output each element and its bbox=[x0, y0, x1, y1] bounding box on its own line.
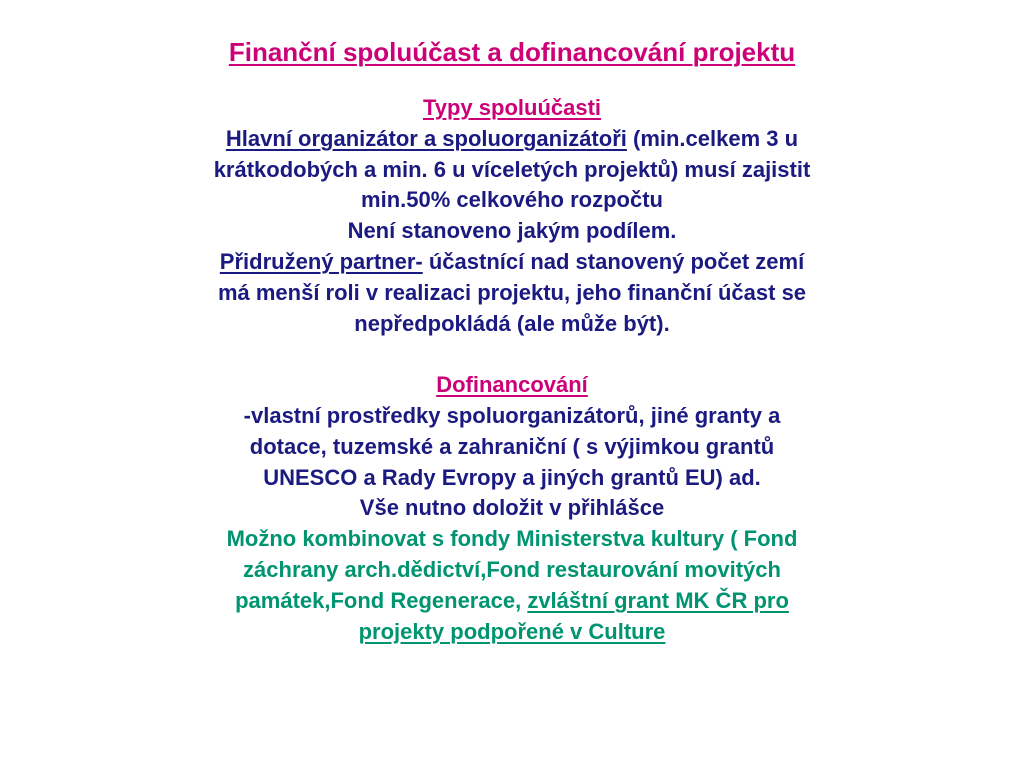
partner-text-2: má menší roli v realizaci projektu, jeho finanční účast se bbox=[217, 279, 807, 305]
partner-text-3: nepředpokládá (ale může být). bbox=[354, 310, 670, 336]
partner-line bbox=[120, 247, 904, 278]
main-organizer-text-1: (min.celkem 3 u bbox=[626, 125, 799, 151]
slide-body bbox=[120, 93, 904, 647]
partner-text-1: účastnící nad stanovený počet zemí bbox=[422, 248, 805, 274]
slide-title bbox=[0, 34, 1024, 70]
section-spacer bbox=[120, 339, 904, 370]
cofunding-line-3: UNESCO a Rady Evropy a jiných grantů EU) ad. bbox=[263, 464, 761, 490]
slide-title-text: Finanční spoluúčast a dofinancování projektu bbox=[228, 37, 796, 67]
combination-line-3 bbox=[120, 586, 904, 617]
main-organizer-text-2: krátkodobých a min. 6 u víceletých projektů) musí zajistit bbox=[213, 156, 811, 182]
partner-link[interactable]: Přidružený partner- bbox=[219, 248, 423, 274]
special-grant-link-part-2[interactable]: projekty podpořené v Culture bbox=[358, 618, 666, 644]
main-organizer-link[interactable]: Hlavní organizátor a spoluorganizátoři bbox=[225, 125, 627, 151]
section-heading-spoluucast: Typy spoluúčasti bbox=[422, 95, 602, 120]
combination-text-3: památek,Fond Regenerace, bbox=[235, 587, 528, 613]
main-organizer-line bbox=[120, 124, 904, 155]
cofunding-line-4: Vše nutno doložit v přihlášce bbox=[359, 495, 665, 521]
special-grant-link-part-1[interactable]: zvláštní grant MK ČR pro bbox=[527, 587, 789, 613]
section-heading-dofinancovani: Dofinancování bbox=[436, 372, 588, 398]
combination-line-2: záchrany arch.dědictví,Fond restaurování movitých bbox=[243, 556, 781, 582]
cofunding-line-2: dotace, tuzemské a zahraniční ( s výjimkou grantů bbox=[249, 433, 775, 459]
share-note: Není stanoveno jakým podílem. bbox=[347, 218, 677, 244]
cofunding-line-1: -vlastní prostředky spoluorganizátorů, jiné granty a bbox=[243, 402, 781, 428]
main-organizer-text-3: min.50% celkového rozpočtu bbox=[361, 187, 663, 213]
combination-line-1: Možno kombinovat s fondy Ministerstva kultury ( Fond bbox=[226, 526, 798, 552]
